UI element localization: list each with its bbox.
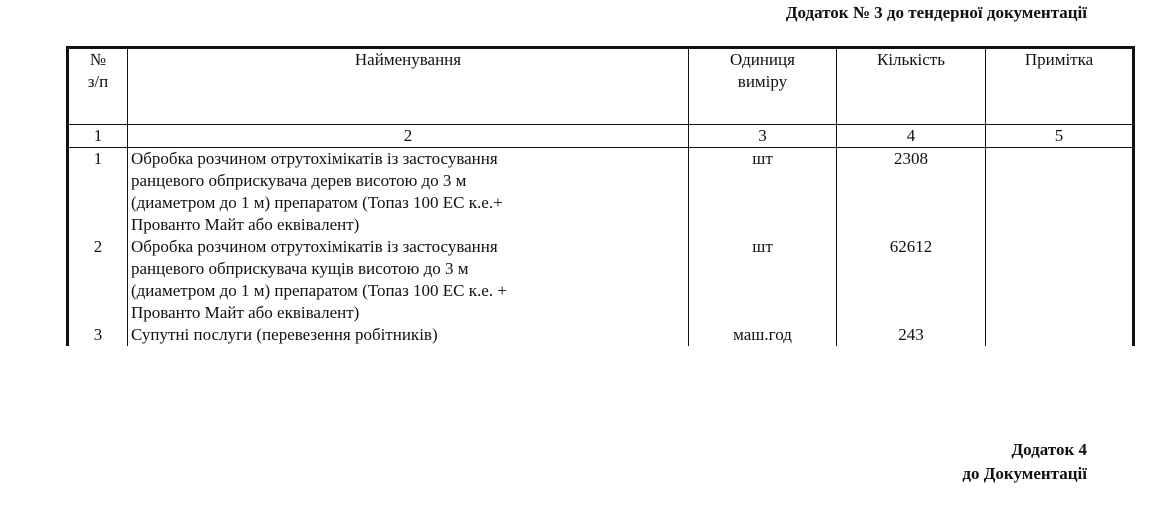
table-header-row [68,48,1134,125]
header-unit-line1: Одиниця [730,50,795,69]
annex-4-line1: Додаток 4 [1011,440,1087,459]
col-number: 4 [837,125,986,148]
row-note [986,236,1134,324]
row-name-line: (диаметром до 1 м) препаратом (Топаз 100 ЕС к.е. + [131,281,507,300]
row-qty: 243 [837,324,986,346]
header-num [68,48,128,125]
document-annex-title: Додаток № 3 до тендерної документації [785,3,1087,22]
row-qty: 2308 [837,148,986,237]
row-name-line: Супутні послуги (перевезення робітників) [131,325,438,344]
header-num-line2: з/п [87,72,109,91]
row-name-line: ранцевого обприскувача дерев висотою до 3 м [131,171,467,190]
header-unit [689,48,837,125]
row-qty: 62612 [837,236,986,324]
row-name-line: ранцевого обприскувача кущів висотою до 3 м [131,259,469,278]
header-name: Найменування [128,48,689,125]
annex-4-line2: до Документації [962,464,1087,483]
row-name [128,236,689,324]
row-num: 3 [68,324,128,346]
row-unit: маш.год [689,324,837,346]
row-name [128,148,689,237]
row-name-line: Прованто Майт або еквівалент) [131,215,360,234]
col-number: 1 [68,125,128,148]
col-number: 2 [128,125,689,148]
row-unit: шт [689,148,837,237]
row-num: 1 [68,148,128,237]
table-row [68,324,1134,346]
row-note [986,324,1134,346]
table-row [68,236,1134,324]
header-num-line1: № [89,50,107,69]
row-name-line: Прованто Майт або еквівалент) [131,303,360,322]
tender-spec-table [66,46,1135,346]
col-number: 5 [986,125,1134,148]
row-unit: шт [689,236,837,324]
row-name-line: Обробка розчином отрутохімікатів із застосування [131,237,498,256]
row-num: 2 [68,236,128,324]
table-row [68,148,1134,237]
column-number-row [68,125,1134,148]
col-number: 3 [689,125,837,148]
header-qty: Кількість [837,48,986,125]
row-name-line: Обробка розчином отрутохімікатів із застосування [131,149,498,168]
header-note: Примітка [986,48,1134,125]
row-name [128,324,689,346]
row-note [986,148,1134,237]
header-unit-line2: виміру [737,72,788,91]
row-name-line: (диаметром до 1 м) препаратом (Топаз 100 ЕС к.е.+ [131,193,503,212]
annex-4-caption [962,438,1087,486]
